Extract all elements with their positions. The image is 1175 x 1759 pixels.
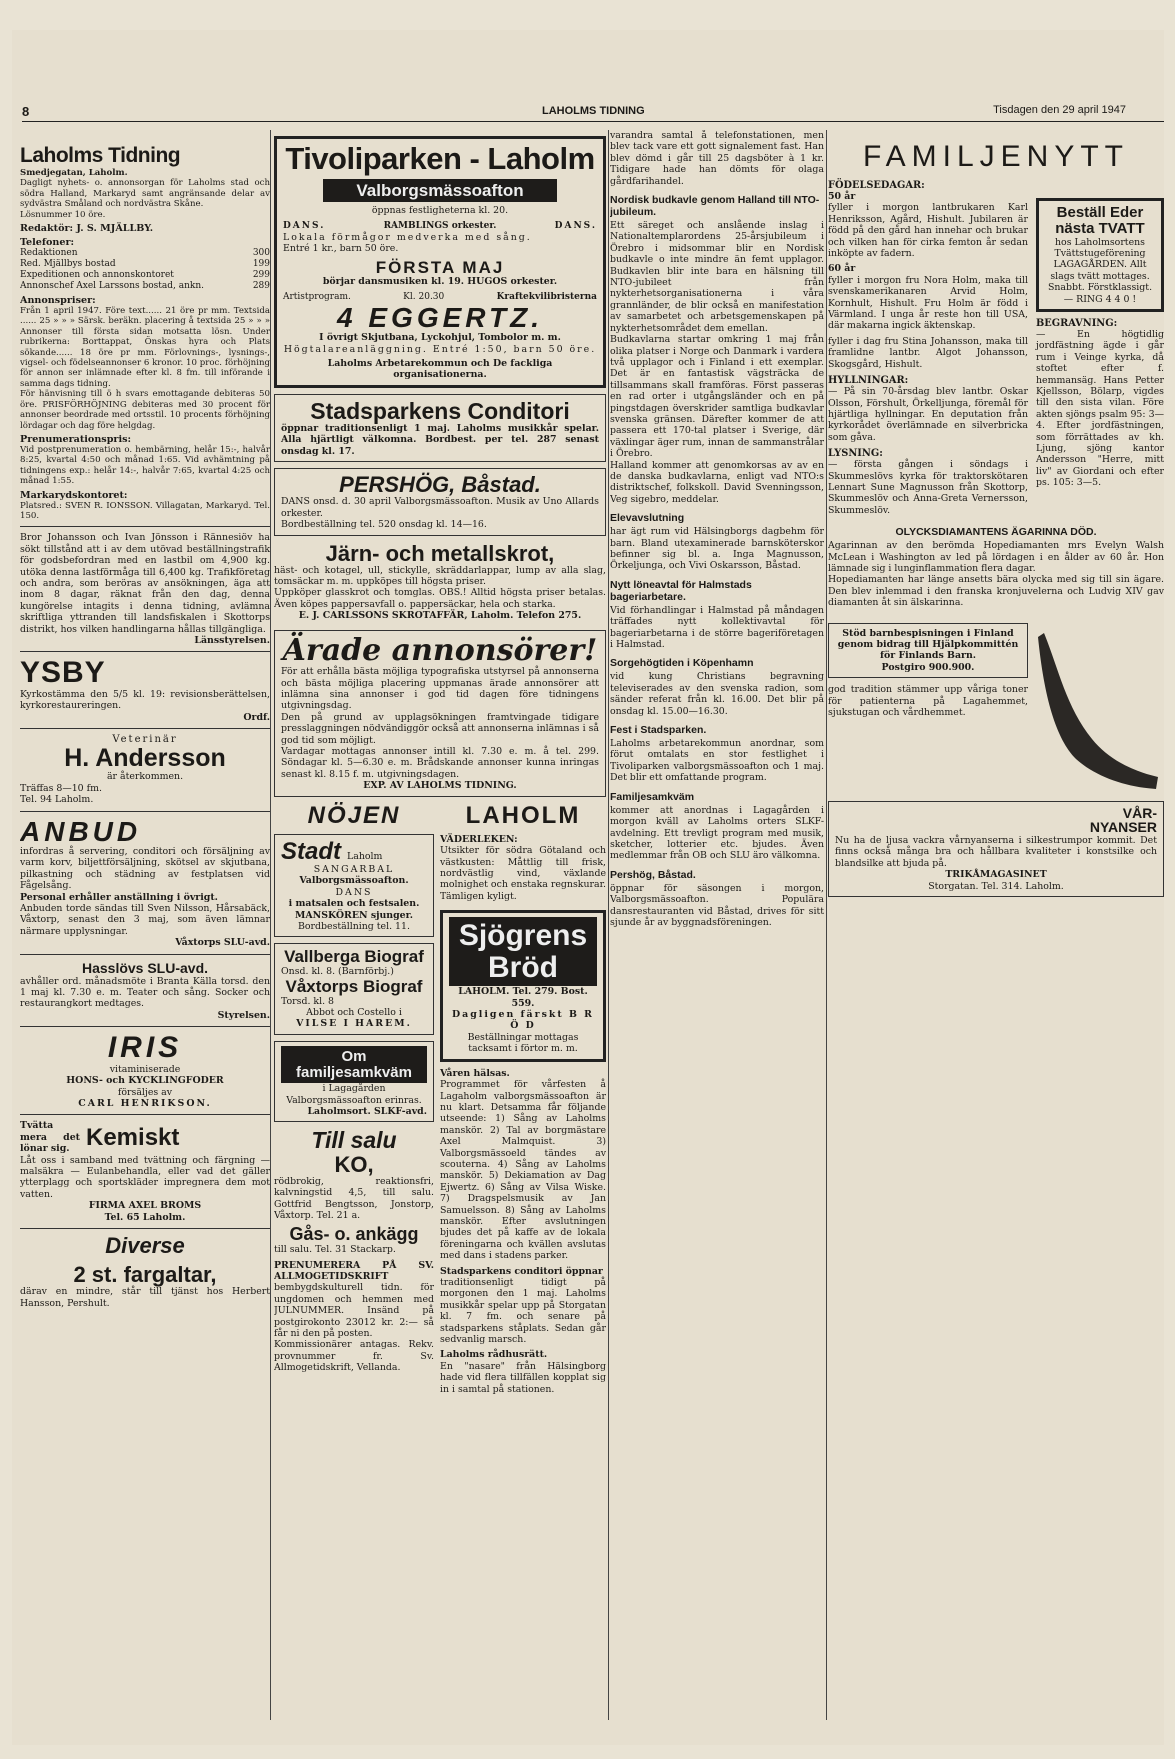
- subs-label: Prenumerationspris:: [20, 433, 132, 445]
- nyanser-text: Nu ha de ljusa vackra vårnyanserna i silkestrumpor kommit. Det finns också många bra och hållbara kvaliteter i konstsilke och blandsilke att bjuda på.: [835, 834, 1157, 869]
- stod-pg: Postgiro 900.900.: [881, 661, 975, 673]
- ysby-text: Kyrkostämma den 5/5 kl. 19: revisionsberättelsen, kyrkorestaureringen.: [20, 688, 270, 712]
- pers-text: öppnar för säsongen i morgon, Valborgsmässoafton. Populära dansrestauranten vid Båstad, drives för sitt sjunde år av byggnadsföreningen.: [610, 882, 824, 928]
- nojen-block: [274, 803, 606, 1395]
- laholm-col: [440, 803, 606, 1395]
- stadt-logo-row: [281, 839, 427, 864]
- tivoli-local: Lokala förmågor medverka med sång.: [283, 231, 532, 243]
- issue-date: Tisdagen den 29 april 1947: [993, 104, 1126, 116]
- column-rule: [270, 130, 271, 1720]
- page-header: [22, 102, 1164, 122]
- anbud-note: Personal erhåller anställning i övrigt.: [20, 891, 218, 903]
- page-number: 8: [22, 104, 30, 119]
- arade-text2: Den på grund av upplagsökningen framtvingade tidigare presslaggningen nödvändiggör också att annonserna inlämnas i så god tid som möjligt.: [281, 711, 599, 746]
- sjogrens-daily: Dagligen färskt B R Ö D: [452, 1009, 594, 1032]
- masthead-price: Lösnummer 10 öre.: [20, 209, 106, 220]
- jarn-title: Järn- och metallskrot,: [325, 540, 555, 566]
- subs-text: Vid postprenumeration o. hembärning, helår 15:-, halvår 8:25, kvartal 4:50 och månad 1:65. Vid avhämtning på tidningens exp.: helår 14:-, halvår 7:65, kvartal 4:25 och månad 1:55.: [20, 444, 270, 487]
- stocking-ad: [1036, 627, 1164, 797]
- lys-text: — första gången i söndags i Skummeslövs kyrka för traktorskötaren Lennart Sune Magnusson från Skottorp, Skummeslöv och Anna-Greta Vernersson, Skummeslöv.: [828, 459, 1028, 516]
- abbot: Abbot och Costello i: [306, 1006, 402, 1018]
- lone-head: Nytt löneavtal för Halmstads bageriarbetare.: [610, 578, 752, 603]
- arade-sign: EXP. AV LAHOLMS TIDNING.: [363, 780, 517, 792]
- biograf-ad: [274, 943, 434, 1034]
- stadsparken-title: Stadsparkens Conditori: [310, 397, 570, 424]
- tivoli-sub: Valborgsmässoafton: [323, 179, 557, 203]
- fargaltar-text: därav en mindre, står till tjänst hos Herbert Hansson, Pershult.: [20, 1286, 270, 1309]
- ad-prices: Från 1 april 1947. Före text...... 21 öre pr mm. Textsida ...... 25 » » » Särsk. beräkn. placering å textsida 25 » » » Annonser till första sidan motsatta lösn. Under rubrikerna: Borttappat, Önskas hyra och Plats sökande...... 18 öre pr mm. Förlovnings-, lysnings-, vigsel- och födelseannonser 6 kronor. 10 proc. förhöjning för annon ser inlämnade efter kl. 8 fm. till införande i samma dags tidning.: [20, 306, 270, 389]
- c2-valder-label: VÄDERLEKEN:: [440, 833, 518, 845]
- iris-line: HONS- och KYCKLINGFODER: [66, 1075, 224, 1087]
- masthead-desc: Dagligt nyhets- o. annonsorgan för Laholms stad och södra Halland, Markaryd samt angränsande delar av sydvästra Småland och nordvästra Skåne.: [20, 178, 270, 210]
- jarn-firm: E. J. CARLSSONS SKROTAFFÄR, Laholm. Telefon 275.: [298, 610, 582, 622]
- phone-row: Red. Mjällbys bostad 199: [20, 259, 270, 270]
- vaxtorp-info: Torsd. kl. 8: [281, 995, 335, 1007]
- familjenytt-block: [828, 130, 1164, 516]
- iris-title: IRIS: [107, 1031, 183, 1065]
- pershog-ad: [274, 468, 606, 535]
- sjogrens-ad: [440, 910, 606, 1061]
- nord-text2: Budkavlarna startar omkring 1 maj från olika platser i Norge och Danmark i vardera två upplagor och i Finland i ett exemplar. Det är en fantastisk vägsträcka de tillsammans skall framföras. Först passeras en rad orter i utgångsländer och en på pingstdagen överskrider samtliga budkavlar svenska gränsen. Därefter kommer de att passera ett 170-tal platser i Sverige, där växlingar äger rum, innan de sammanstrålar i Örebro.: [610, 334, 824, 460]
- tvatt-col: [1036, 192, 1164, 516]
- stadsparken-text: öppnar traditionsenligt 1 maj. Laholms musikkår spelar. Alla hjärtligt välkomna. Bordbest. per tel. 287 senast onsdag kl. 17.: [281, 423, 599, 457]
- vallberga-info: Onsd. kl. 8. (Barnförbj.): [281, 966, 394, 978]
- ysby-title: YSBY: [20, 656, 106, 690]
- iris-seller: CARL HENRIKSON.: [78, 1097, 212, 1109]
- vet-back: är återkommen.: [106, 771, 184, 783]
- c3-top: varandra samtal å telefonstationen, men blev tack vare ett gott signalement fast. Han blev dömd i går till 25 dagsböter à 1 kr. Tidigare hade han dömts för olaga gårdfarihandel.: [610, 130, 824, 187]
- stod-col: [828, 617, 1028, 797]
- vallberga-title: Vallberga Biograf: [284, 947, 424, 967]
- kemiskt-pre: Tvätta mera det lönar sig.: [20, 1120, 80, 1155]
- c2-radhus-text: En "nasare" från Hälsingborg hade vid flera tillfällen kopplat sig in i samtal på stationen.: [440, 1360, 606, 1395]
- sangarbal: SANGARBAL: [313, 864, 395, 876]
- olyck-head: OLYCKSDIAMANTENS ÄGARINNA DÖD.: [895, 526, 1097, 539]
- fest-text: Laholms arbetarekommun anordnar, som förut omtalats en stor festlighet i Tivoliparken valborgsmässoafton och 1 maj. Det blir ett omfattande program.: [610, 738, 824, 784]
- masthead-editor: Redaktör: J. S. MJÄLLBY.: [20, 223, 154, 235]
- phone-row: Redaktionen 300: [20, 248, 270, 259]
- trad-text: god tradition stämmer upp våriga toner för patienterna på Lagahemmet, sjukstugan och vårdhemmet.: [828, 684, 1028, 719]
- vilse: VILSE I HAREM.: [296, 1018, 412, 1030]
- tivoli-arr: Laholms Arbetarekommun och De fackliga organisationerna.: [327, 358, 553, 381]
- sorg-head: Sorgehögtiden i Köpenhamn: [610, 657, 754, 670]
- sjogrens-title: Sjögrens Bröd: [449, 917, 597, 986]
- elev-head: Elevavslutning: [610, 512, 685, 525]
- laholm-title: LAHOLM: [465, 801, 581, 829]
- stadt-dans-sub: i matsalen och festsalen.: [288, 898, 420, 910]
- iris-sold: försäljes av: [117, 1086, 173, 1098]
- mans-book: Bordbeställning tel. 11.: [298, 921, 410, 933]
- c2-radhus-head: Laholms rådhusrätt.: [440, 1349, 548, 1361]
- kemiskt-head: [20, 1120, 270, 1154]
- bror-sign: Länsstyrelsen.: [194, 635, 270, 646]
- fod-text3: fyller i dag fru Stina Johansson, maka till framlidne lantbr. Algot Johansson, Skogsgård, Hishult.: [828, 335, 1028, 370]
- bror-notice: Bror Johansson och Ivan Jönsson i Rännesiöv ha sökt tillstånd att i av dem utövad beställningstrafik för godsbefordran med en lastbil om 4,900 kg. utöka denna lastförmåga till 6,400 kg. Trafikföretag och andra, som beröras av ansökningen, äga att inom 8 dagar, räknat från den dag, denna kungörelse intagits i denna tidning, avlämna skriftliga yttranden till landsfiskalen i Skottorps distrikt, hos vilken handlingarna hållas tillgängliga.: [20, 532, 270, 635]
- divider: [20, 954, 270, 955]
- arade-title: Ärade annonsörer!: [282, 632, 598, 668]
- tivoli-title: Tivoliparken - Laholm: [285, 141, 595, 176]
- sjogrens-order: Beställningar mottagas tacksamt i förtor m. m.: [467, 1031, 579, 1055]
- c2-var-text: Programmet för vårfesten å Lagaholm valborgsmässoafton är nu klart. Detsamma får följande utseende: 1) Sång av Laholms manskör. 2) Tal av borgmästare Axel Malmquist. 3) Valborgsmässoeld tändes av scouterna. 4) Sång av Laholms manskör. 5) Dekiamation av Dag Ejwertz. 6) Sång av Vilsa Wiske. 7) Dragspelsmusik av Jan Samuelsson. 8) Sång av Laholms manskör. Efter avslutningen bjudes det på kaffe av de lokala föreningarna och kvällen avslutas med dans i stadens parker.: [440, 1079, 606, 1262]
- fam-head: Familjesamkväm: [610, 790, 695, 803]
- iris-sub: vitaminiserade: [109, 1063, 181, 1075]
- ysby-sign: Ordf.: [243, 711, 270, 723]
- fod50-text: fyller i morgon lantbrukaren Karl Henriksson, Agård, Hishult. Jubilaren är född på den gård han innehar och brukar och vilken han för cirka femton år sedan inköpte av fadern.: [828, 202, 1028, 260]
- divider: [20, 811, 270, 812]
- fod50: 50 år: [828, 191, 856, 202]
- branch-text: Platsred.: SVEN R. IONSSON. Villagatan, Markaryd. Tel. 150.: [20, 500, 270, 521]
- tvatt-title: Beställ Eder nästa TVATT: [1055, 204, 1145, 237]
- lahold-text: Halland kommer att genomkorsas av av en de danska budkavlarna, enligt vad NTO:s distriktschef, folkskoll. David Svenningsson, Veg sigebro, meddelar.: [610, 459, 824, 505]
- column-4: [828, 130, 1164, 1730]
- pershog-text: DANS onsd. d. 30 april Valborgsmässoafton. Musik av Uno Allards orkester.: [281, 496, 599, 519]
- c2-stadspark-text: traditionsenligt tidigt på morgonen den 1 maj. Laholms musikkår spelar upp på Storgatan kl. 7 fm. och senare på stadsparkens ståplats. Sedan går sedvanlig marsch.: [440, 1277, 606, 1346]
- vet-tel: Tel. 94 Laholm.: [20, 794, 94, 806]
- ad-notice: För hänvisning till ö h svars emottagande debiteras 50 öre. PRISFÖRHÖJNING debiteras med 30 procent för annonser beordrade med ortsstil. 10 procents förhöjning lördagar och dag före helgdag.: [20, 389, 270, 431]
- tvatt-ad: [1036, 198, 1164, 312]
- nyanser-ad: [828, 801, 1164, 897]
- var-title: VÅR-: [1122, 804, 1157, 821]
- anbud-sign: Våxtorps SLU-avd.: [175, 937, 270, 949]
- stod-text: Stöd barnbespisningen i Finland genom bidrag till Hjälpkommittén för Finlands Barn.: [837, 627, 1019, 662]
- newspaper-page: [12, 30, 1164, 1745]
- pren-title: PRENUMERERA PÅ SV. ALLMOGETIDSKRIFT: [274, 1259, 434, 1283]
- stadsparken-ad: [274, 394, 606, 462]
- phone-list: [20, 248, 270, 292]
- stocking-col: [1036, 617, 1164, 797]
- ko-text: rödbrokig, reaktionsfri, kalvningstid 4,5, till salu. Gottfrid Bengtsson, Jonstorp, Våxtorp. Tel. 21 a.: [274, 1175, 434, 1221]
- fargaltar-title: 2 st. fargaltar,: [73, 1262, 217, 1288]
- familj-ad: [274, 1041, 434, 1123]
- stadt-sub: Valborgsmässoafton.: [299, 875, 409, 887]
- kemiskt-firm: FIRMA AXEL BROMS: [88, 1200, 202, 1212]
- nojen-col: [274, 803, 434, 1395]
- nord-text: Ett säreget och anslående inslag i Nationaltemplarordens 25-årsjubileum i Örebro i midsommar blir en Nordisk budkavle o inte mindre än femt upplagor. Budkavlen blir inte bara en hälsning till NTO-jubileet från nykterhetsorganisationerna i våra grannländer, de blir också en manifestation av samarbetet och arbetsgemenskapen på nykterhetsområdet dem emellan.: [610, 220, 824, 334]
- c2-valder-text: Utsikter för södra Götaland och västkusten: Måttlig till frisk, nordvästlig vind, växlande molnighet och enstaka regnskurar. Tämligen kyligt.: [440, 845, 606, 902]
- jarn-text2: Uppköper glasskrot och tomglas. OBS.! Alltid högsta priser betalas. Även köpes pappersavfall o. pappersäckar, hela och starka.: [274, 587, 606, 610]
- column-rule: [826, 130, 827, 1720]
- olyck-text2: Hopediamanten har länge ansetts bära olycka med sig till sin ägare. Den blev inlemmad i den franska kronjuvelerna och Ludvig XIV gav diamanten åt sin älskarinna.: [828, 574, 1164, 609]
- arade-text: För att erhålla bästa möjliga typografiska utstyrsel på annonserna och bästa möjliga placering uppmanas ärade annonsörer att inlämna sina annonser i god tid dagen före tidningens utgivningsdag.: [281, 666, 599, 712]
- fam-text: kommer att anordnas i Lagagården i morgon kväll av Laholms orters SLKF-avdelning. Ett trevligt program med musik, sketcher, lotterier etc. bjudes. Även medlemmar från OB och SLU äro välkomna.: [610, 804, 824, 862]
- phone-row: Annonschef Axel Larssons bostad, ankn. 289: [20, 281, 270, 292]
- fod60-text: fyller i morgon fru Nora Holm, maka till svenskamerikanaren Arvid Holm, Kornhult, Hishult. Fru Holm är född i Värmland. I unga år reste hon till USA, där makarna ingick äktenskap.: [828, 274, 1028, 332]
- tivoli-misc: I övrigt Skjutbana, Lyckohjul, Tombolor m. m.: [319, 332, 561, 344]
- ko-title: KO,: [334, 1151, 374, 1177]
- trika-addr: Storgatan. Tel. 314. Laholm.: [928, 880, 1064, 892]
- till-salu: Till salu: [311, 1127, 397, 1154]
- diverse-title: Diverse: [105, 1233, 185, 1259]
- tivoli-open: öppnas festligheterna kl. 20.: [371, 205, 509, 217]
- stadt-laholm: Laholm: [347, 850, 383, 862]
- eggertz-title: 4 EGGERTZ.: [337, 301, 543, 333]
- stod-ad: [828, 623, 1028, 679]
- hass-sign: Styrelsen.: [217, 1009, 270, 1021]
- nojen-title: NÖJEN: [307, 801, 401, 829]
- masthead-title: Laholms Tidning: [20, 144, 181, 167]
- sorg-text: vid kung Christians begravning televiserades av den svenska radion, som sänder referat från kl. 16.00. Det blir på onsdag kl. 15.00—16.30.: [610, 671, 824, 717]
- hyll-text: — På sin 70-årsdag blev lantbr. Oskar Olsson, Förshult, Örkelljunga, föremål för hjärtliga hyllningar. En deputation från kyrkorådet överlämnade en silverbricka som gåva.: [828, 386, 1028, 443]
- stocking-leg-icon: [1036, 627, 1164, 797]
- tivoli-hogt: Högtalareanläggning. Entré 1:50, barn 50 öre.: [283, 343, 597, 355]
- trika-title: TRIKÅMAGASINET: [945, 869, 1047, 881]
- anbud-text2: Anbuden torde sändas till Sven Nilsson, Hårsabäck, Våxtorp, senast den 3 maj, som även lämnar närmare upplysningar.: [20, 903, 270, 937]
- stadt-ad: [274, 834, 434, 938]
- familjenytt-title: FAMILJENYTT: [862, 140, 1130, 173]
- hyll-label: HYLLNINGAR:: [828, 375, 909, 387]
- familj-sign: Laholmsort. SLKF-avd.: [307, 1106, 427, 1118]
- fest-head: Fest i Stadsparken.: [610, 724, 707, 737]
- kemiskt-text: Låt oss i samband med tvättning och färgning — malsäkra — Eulanbehandla, eller vad det gäller ytterplagg och sportskläder impregnera dem mot vatten.: [20, 1154, 270, 1200]
- hass-title: Hasslövs SLU-avd.: [81, 959, 209, 976]
- stadt-logo: Stadt: [281, 837, 341, 865]
- branch-label: Markarydskontoret:: [20, 489, 128, 501]
- arade-ad: [274, 630, 606, 797]
- pershog-book: Bordbeställning tel. 520 onsdag kl. 14—16.: [281, 519, 487, 531]
- lone-text: Vid förhandlingar i Halmstad på måndagen träffades nytt kollektivavtal för bageriarbetarna i de större bageriföretagen i Halmstad.: [610, 604, 824, 651]
- nyanser-title: NYANSER: [1089, 819, 1157, 836]
- jarn-text: häst- och kotagel, ull, stickylle, skräddarlappar, lump av alla slag, tomsäckar m. m. uppköpes till högsta priser.: [274, 564, 606, 588]
- familj-sub: i Lagagården Valborgsmässoafton erinras.: [286, 1083, 422, 1106]
- nord-head: Nordisk budkavle genom Halland till NTO-jubileum.: [610, 194, 820, 219]
- anbud-text: infordras å servering, conditori och försäljning av varm korv, biljettförsäljning, skötsel av skjutbana, pilkastning och städning av festplatsen vid Fågelsång.: [20, 845, 270, 892]
- column-1: [20, 130, 270, 1730]
- column-rule: [608, 130, 609, 1720]
- olyck-text: Agarinnan av den berömda Hopediamanten mrs Evelyn Walsh McLean i Washington av led på lördagen i en ålder av 60 år. Hon lämnade sig i lunginflammation flera dagar.: [828, 540, 1164, 574]
- kemiskt-tel: Tel. 65 Laholm.: [104, 1211, 186, 1223]
- divider: [20, 728, 270, 729]
- phones-label: Telefoner:: [20, 237, 75, 249]
- column-3: [610, 130, 824, 1730]
- pers-head: Pershög, Båstad.: [610, 868, 696, 881]
- pren-text2: Kommissionärer antagas. Rekv. provnummer fr. Sv. Allmogetidskrift, Vellanda.: [274, 1339, 434, 1374]
- vaxtorp-title: Våxtorps Biograf: [285, 976, 423, 996]
- gas-title: Gås- o. ankägg: [289, 1224, 419, 1245]
- kemiskt-title: Kemiskt: [86, 1123, 180, 1151]
- c2-var-head: Våren hälsas.: [440, 1067, 510, 1079]
- sjogrens-addr: LAHOLM. Tel. 279. Bost. 559.: [458, 986, 588, 1009]
- fod-label: FÖDELSEDAGAR:: [828, 180, 925, 191]
- beg-text: — En högtidlig jordfästning ägde i går rum i Veinge kyrka, då stoftet efter f. hemmansäg. Hans Petter Kjellsson, Bölarp, vigdes till den sista vilan. Före akten sjöngs psalm 95: 3—4. Efter jordfästningen, som förrättades av kh. Ljung, sjöng kantor Andersson "Herre, mitt liv" av Giordani och efter ps. 105: 3—5.: [1036, 328, 1164, 489]
- paper-name: LAHOLMS TIDNING: [542, 105, 645, 117]
- vet-hours: Träffas 8—10 fm.: [20, 782, 102, 794]
- divider: [20, 1114, 270, 1115]
- hass-text: avhåller ord. månadsmöte i Branta Källa torsd. den 1 maj kl. 7.30 e. m. Teater och sång. Socker och restaurangkort medtages.: [20, 975, 270, 1010]
- anbud-title: ANBUD: [20, 815, 142, 847]
- pren-text: bembygdskulturell tidn. för ungdomen och hemmen med JULNUMMER. Insänd på postgirokonto 23012 kr. 2:— så får ni den på posten.: [274, 1282, 434, 1340]
- arade-text3: Vardagar mottagas annonser intill kl. 7.30 e. m. å tel. 299. Söndagar kl. 5—6.30 e. m. Brådskande annonser kunna inringas senast kl. 8.15 f. m. utgivningsdagen.: [281, 746, 599, 780]
- vet-name: H. Andersson: [64, 744, 226, 773]
- divider: [20, 1228, 270, 1229]
- tvatt-text: hos Laholmsortens Tvättstugeförening LAGAGÅRDEN. Allt slags tvätt mottages. Snabbt. Förstklassigt. — RING 4 4 0 !: [1047, 236, 1153, 305]
- lower-block: [828, 617, 1164, 797]
- c2-stadspark-head: Stadsparkens conditori öppnar: [440, 1265, 603, 1277]
- phone-row: Expeditionen och annonskontoret 299: [20, 270, 270, 281]
- stadt-dans: DANS: [335, 886, 373, 898]
- divider: [20, 526, 270, 527]
- fod60: 60 år: [828, 263, 856, 275]
- lys-label: LYSNING:: [828, 448, 883, 460]
- forsta-sub: börjar dansmusiken kl. 19. HUGOS orkester.: [322, 276, 558, 288]
- divider: [20, 651, 270, 652]
- column-2: [274, 130, 606, 1730]
- mans-sing: MANSKÖREN sjunger.: [295, 909, 413, 921]
- artist-row: Artistprogram. Kl. 20.30 Kraftekvilibristerna: [283, 291, 597, 302]
- beg-label: BEGRAVNING:: [1036, 317, 1118, 329]
- pershog-title: PERSHÖG, Båstad.: [339, 472, 541, 498]
- ad-prices-label: Annonspriser:: [20, 295, 96, 307]
- tivoli-ad: [274, 136, 606, 388]
- gas-text: till salu. Tel. 31 Stackarp.: [274, 1244, 396, 1256]
- familj-title: Om familjesamkväm: [281, 1046, 427, 1084]
- forsta-maj: FÖRSTA MAJ: [375, 257, 505, 277]
- elev-text: har ägt rum vid Hälsingborgs dagbehm för barn. Bland utexaminerade barnsköterskor befinner sig bl. a. Inga Magnusson, Örkeljunga, och Vivi Oskarsson, Båstad.: [610, 526, 824, 572]
- masthead-address: Smedjegatan, Laholm.: [20, 168, 128, 178]
- divider: [20, 1026, 270, 1027]
- tivoli-entry: Entré 1 kr., barn 50 öre.: [283, 243, 399, 255]
- vet-label: Veterinär: [112, 734, 178, 746]
- tivoli-dans-row: DANS. RAMBLINGS orkester. DANS.: [283, 220, 597, 231]
